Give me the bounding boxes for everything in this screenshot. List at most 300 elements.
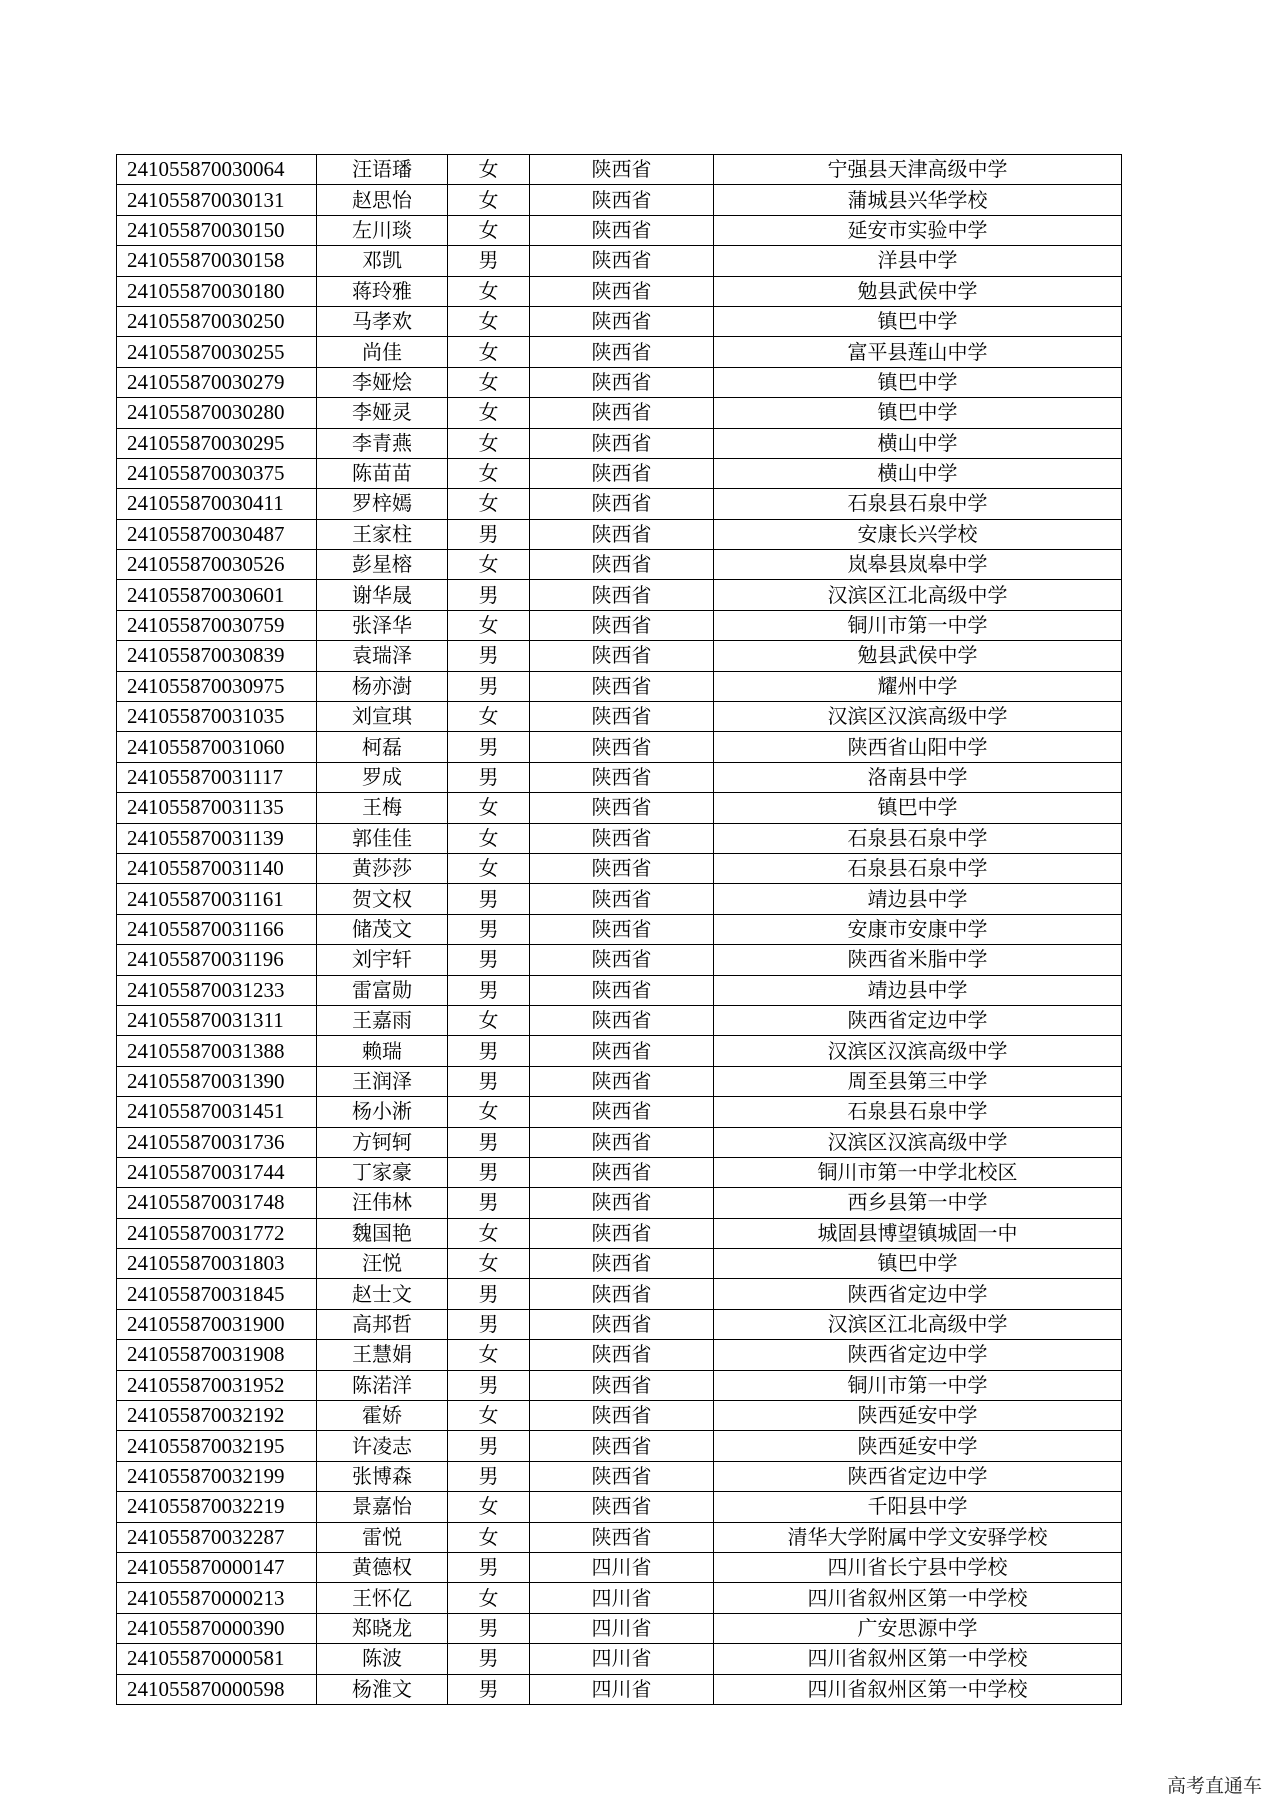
province-cell: 陕西省 (530, 853, 714, 883)
gender-cell: 男 (448, 519, 530, 549)
student-name-cell: 汪语璠 (317, 155, 448, 185)
candidate-id-cell: 241055870030280 (117, 398, 317, 428)
gender-cell: 女 (448, 1340, 530, 1370)
gender-cell: 女 (448, 853, 530, 883)
student-name-cell: 王嘉雨 (317, 1005, 448, 1035)
table-row (117, 823, 1122, 853)
province-cell: 陕西省 (530, 975, 714, 1005)
school-cell: 石泉县石泉中学 (714, 489, 1122, 519)
student-name-cell: 李青燕 (317, 428, 448, 458)
school-cell: 广安思源中学 (714, 1613, 1122, 1643)
student-name-cell: 许凌志 (317, 1431, 448, 1461)
school-cell: 靖边县中学 (714, 975, 1122, 1005)
candidate-id-cell: 241055870031161 (117, 884, 317, 914)
student-name-cell: 赵思怡 (317, 185, 448, 215)
gender-cell: 男 (448, 945, 530, 975)
table-row (117, 732, 1122, 762)
province-cell: 陕西省 (530, 1188, 714, 1218)
province-cell: 陕西省 (530, 1340, 714, 1370)
student-name-cell: 罗梓嫣 (317, 489, 448, 519)
province-cell: 陕西省 (530, 519, 714, 549)
admission-roster-table (116, 154, 1122, 1705)
table-row (117, 914, 1122, 944)
school-cell: 陕西延安中学 (714, 1401, 1122, 1431)
province-cell: 陕西省 (530, 823, 714, 853)
candidate-id-cell: 241055870030487 (117, 519, 317, 549)
student-name-cell: 王家柱 (317, 519, 448, 549)
province-cell: 四川省 (530, 1552, 714, 1582)
student-name-cell: 王润泽 (317, 1066, 448, 1096)
student-name-cell: 郭佳佳 (317, 823, 448, 853)
table-row (117, 155, 1122, 185)
student-name-cell: 黄德权 (317, 1552, 448, 1582)
table-row (117, 580, 1122, 610)
province-cell: 陕西省 (530, 306, 714, 336)
gender-cell: 男 (448, 1036, 530, 1066)
school-cell: 洋县中学 (714, 246, 1122, 276)
school-cell: 镇巴中学 (714, 398, 1122, 428)
province-cell: 陕西省 (530, 1249, 714, 1279)
candidate-id-cell: 241055870031117 (117, 762, 317, 792)
school-cell: 清华大学附属中学文安驿学校 (714, 1522, 1122, 1552)
candidate-id-cell: 241055870031952 (117, 1370, 317, 1400)
school-cell: 安康长兴学校 (714, 519, 1122, 549)
gender-cell: 男 (448, 1613, 530, 1643)
student-name-cell: 张博森 (317, 1461, 448, 1491)
school-cell: 陕西省定边中学 (714, 1461, 1122, 1491)
candidate-id-cell: 241055870031060 (117, 732, 317, 762)
province-cell: 陕西省 (530, 458, 714, 488)
province-cell: 陕西省 (530, 185, 714, 215)
province-cell: 陕西省 (530, 1005, 714, 1035)
gender-cell: 女 (448, 1218, 530, 1248)
candidate-id-cell: 241055870031748 (117, 1188, 317, 1218)
candidate-id-cell: 241055870031451 (117, 1097, 317, 1127)
province-cell: 陕西省 (530, 702, 714, 732)
table-row (117, 1583, 1122, 1613)
province-cell: 陕西省 (530, 732, 714, 762)
table-row (117, 1461, 1122, 1491)
gender-cell: 女 (448, 610, 530, 640)
province-cell: 陕西省 (530, 398, 714, 428)
student-name-cell: 杨亦澍 (317, 671, 448, 701)
gender-cell: 男 (448, 914, 530, 944)
gender-cell: 女 (448, 823, 530, 853)
candidate-id-cell: 241055870031139 (117, 823, 317, 853)
table-row (117, 1613, 1122, 1643)
school-cell: 安康市安康中学 (714, 914, 1122, 944)
province-cell: 陕西省 (530, 1522, 714, 1552)
gender-cell: 男 (448, 641, 530, 671)
student-name-cell: 彭星榕 (317, 550, 448, 580)
student-name-cell: 杨淮文 (317, 1674, 448, 1704)
school-cell: 勉县武侯中学 (714, 641, 1122, 671)
candidate-id-cell: 241055870030411 (117, 489, 317, 519)
province-cell: 陕西省 (530, 1127, 714, 1157)
province-cell: 陕西省 (530, 884, 714, 914)
school-cell: 镇巴中学 (714, 793, 1122, 823)
table-row (117, 367, 1122, 397)
school-cell: 镇巴中学 (714, 367, 1122, 397)
candidate-id-cell: 241055870031900 (117, 1309, 317, 1339)
school-cell: 千阳县中学 (714, 1492, 1122, 1522)
school-cell: 岚皋县岚皋中学 (714, 550, 1122, 580)
student-name-cell: 王梅 (317, 793, 448, 823)
gender-cell: 男 (448, 1644, 530, 1674)
school-cell: 延安市实验中学 (714, 215, 1122, 245)
province-cell: 陕西省 (530, 367, 714, 397)
table-row (117, 246, 1122, 276)
candidate-id-cell: 241055870031388 (117, 1036, 317, 1066)
table-row (117, 1218, 1122, 1248)
candidate-id-cell: 241055870032195 (117, 1431, 317, 1461)
gender-cell: 男 (448, 762, 530, 792)
table-row (117, 945, 1122, 975)
table-row (117, 489, 1122, 519)
table-row (117, 1249, 1122, 1279)
gender-cell: 女 (448, 398, 530, 428)
province-cell: 陕西省 (530, 762, 714, 792)
table-row (117, 853, 1122, 883)
school-cell: 横山中学 (714, 428, 1122, 458)
gender-cell: 女 (448, 702, 530, 732)
gender-cell: 男 (448, 1188, 530, 1218)
school-cell: 靖边县中学 (714, 884, 1122, 914)
candidate-id-cell: 241055870031035 (117, 702, 317, 732)
table-row (117, 185, 1122, 215)
province-cell: 陕西省 (530, 1461, 714, 1491)
gender-cell: 男 (448, 1309, 530, 1339)
table-row (117, 702, 1122, 732)
province-cell: 陕西省 (530, 550, 714, 580)
school-cell: 汉滨区江北高级中学 (714, 1309, 1122, 1339)
student-name-cell: 霍娇 (317, 1401, 448, 1431)
candidate-id-cell: 241055870030759 (117, 610, 317, 640)
school-cell: 四川省叙州区第一中学校 (714, 1583, 1122, 1613)
school-cell: 陕西延安中学 (714, 1431, 1122, 1461)
candidate-id-cell: 241055870031135 (117, 793, 317, 823)
candidate-id-cell: 241055870031233 (117, 975, 317, 1005)
school-cell: 陕西省定边中学 (714, 1340, 1122, 1370)
gender-cell: 男 (448, 1279, 530, 1309)
student-name-cell: 罗成 (317, 762, 448, 792)
school-cell: 铜川市第一中学 (714, 610, 1122, 640)
table-row (117, 1309, 1122, 1339)
table-row (117, 337, 1122, 367)
candidate-id-cell: 241055870031196 (117, 945, 317, 975)
school-cell: 城固县博望镇城固一中 (714, 1218, 1122, 1248)
table-row (117, 1157, 1122, 1187)
candidate-id-cell: 241055870031772 (117, 1218, 317, 1248)
gender-cell: 女 (448, 1005, 530, 1035)
student-name-cell: 汪悦 (317, 1249, 448, 1279)
gender-cell: 女 (448, 276, 530, 306)
school-cell: 石泉县石泉中学 (714, 823, 1122, 853)
school-cell: 四川省叙州区第一中学校 (714, 1644, 1122, 1674)
province-cell: 四川省 (530, 1613, 714, 1643)
student-name-cell: 赵士文 (317, 1279, 448, 1309)
table-row (117, 793, 1122, 823)
student-name-cell: 刘宣琪 (317, 702, 448, 732)
table-row (117, 1279, 1122, 1309)
student-name-cell: 柯磊 (317, 732, 448, 762)
table-row (117, 1674, 1122, 1704)
gender-cell: 女 (448, 458, 530, 488)
candidate-id-cell: 241055870030250 (117, 306, 317, 336)
gender-cell: 男 (448, 1461, 530, 1491)
candidate-id-cell: 241055870032287 (117, 1522, 317, 1552)
table-row (117, 884, 1122, 914)
table-row (117, 519, 1122, 549)
school-cell: 蒲城县兴华学校 (714, 185, 1122, 215)
candidate-id-cell: 241055870031390 (117, 1066, 317, 1096)
province-cell: 陕西省 (530, 914, 714, 944)
student-name-cell: 郑晓龙 (317, 1613, 448, 1643)
table-row (117, 1552, 1122, 1582)
table-row (117, 1127, 1122, 1157)
student-name-cell: 邓凯 (317, 246, 448, 276)
province-cell: 陕西省 (530, 1218, 714, 1248)
province-cell: 陕西省 (530, 276, 714, 306)
gender-cell: 女 (448, 550, 530, 580)
province-cell: 陕西省 (530, 215, 714, 245)
gender-cell: 女 (448, 428, 530, 458)
school-cell: 勉县武侯中学 (714, 276, 1122, 306)
student-name-cell: 张泽华 (317, 610, 448, 640)
table-row (117, 1370, 1122, 1400)
candidate-id-cell: 241055870000213 (117, 1583, 317, 1613)
student-name-cell: 谢华晟 (317, 580, 448, 610)
gender-cell: 男 (448, 1674, 530, 1704)
student-name-cell: 黄莎莎 (317, 853, 448, 883)
candidate-id-cell: 241055870030064 (117, 155, 317, 185)
school-cell: 汉滨区汉滨高级中学 (714, 702, 1122, 732)
table-row (117, 398, 1122, 428)
student-name-cell: 陈波 (317, 1644, 448, 1674)
school-cell: 汉滨区汉滨高级中学 (714, 1127, 1122, 1157)
candidate-id-cell: 241055870032219 (117, 1492, 317, 1522)
candidate-id-cell: 241055870030295 (117, 428, 317, 458)
school-cell: 横山中学 (714, 458, 1122, 488)
gender-cell: 女 (448, 1401, 530, 1431)
table-row (117, 306, 1122, 336)
province-cell: 陕西省 (530, 337, 714, 367)
student-name-cell: 魏国艳 (317, 1218, 448, 1248)
table-row (117, 1644, 1122, 1674)
school-cell: 陕西省定边中学 (714, 1279, 1122, 1309)
table-row (117, 1097, 1122, 1127)
student-name-cell: 雷富勋 (317, 975, 448, 1005)
gender-cell: 男 (448, 1431, 530, 1461)
province-cell: 陕西省 (530, 1279, 714, 1309)
school-cell: 镇巴中学 (714, 306, 1122, 336)
province-cell: 陕西省 (530, 1401, 714, 1431)
school-cell: 四川省叙州区第一中学校 (714, 1674, 1122, 1704)
table-row (117, 1005, 1122, 1035)
student-name-cell: 景嘉怡 (317, 1492, 448, 1522)
gender-cell: 男 (448, 1066, 530, 1096)
gender-cell: 男 (448, 732, 530, 762)
candidate-id-cell: 241055870031744 (117, 1157, 317, 1187)
province-cell: 陕西省 (530, 610, 714, 640)
student-name-cell: 贺文权 (317, 884, 448, 914)
province-cell: 陕西省 (530, 1036, 714, 1066)
gender-cell: 男 (448, 975, 530, 1005)
province-cell: 陕西省 (530, 246, 714, 276)
province-cell: 陕西省 (530, 793, 714, 823)
gender-cell: 女 (448, 367, 530, 397)
gender-cell: 男 (448, 1552, 530, 1582)
province-cell: 陕西省 (530, 1370, 714, 1400)
student-name-cell: 陈渃洋 (317, 1370, 448, 1400)
school-cell: 镇巴中学 (714, 1249, 1122, 1279)
student-name-cell: 李娅灵 (317, 398, 448, 428)
student-name-cell: 汪伟林 (317, 1188, 448, 1218)
watermark-text: 高考直通车 (1166, 1775, 1262, 1797)
province-cell: 陕西省 (530, 155, 714, 185)
table-row (117, 1036, 1122, 1066)
gender-cell: 男 (448, 1370, 530, 1400)
gender-cell: 男 (448, 671, 530, 701)
candidate-id-cell: 241055870032199 (117, 1461, 317, 1491)
student-name-cell: 陈苗苗 (317, 458, 448, 488)
candidate-id-cell: 241055870031803 (117, 1249, 317, 1279)
gender-cell: 男 (448, 246, 530, 276)
gender-cell: 女 (448, 793, 530, 823)
table-row (117, 1188, 1122, 1218)
school-cell: 石泉县石泉中学 (714, 1097, 1122, 1127)
candidate-id-cell: 241055870000390 (117, 1613, 317, 1643)
table-row (117, 428, 1122, 458)
school-cell: 陕西省米脂中学 (714, 945, 1122, 975)
province-cell: 陕西省 (530, 489, 714, 519)
candidate-id-cell: 241055870030150 (117, 215, 317, 245)
candidate-id-cell: 241055870000147 (117, 1552, 317, 1582)
student-name-cell: 杨小淅 (317, 1097, 448, 1127)
student-name-cell: 方钶轲 (317, 1127, 448, 1157)
school-cell: 汉滨区汉滨高级中学 (714, 1036, 1122, 1066)
candidate-id-cell: 241055870031845 (117, 1279, 317, 1309)
student-name-cell: 高邦哲 (317, 1309, 448, 1339)
gender-cell: 女 (448, 337, 530, 367)
school-cell: 西乡县第一中学 (714, 1188, 1122, 1218)
school-cell: 铜川市第一中学 (714, 1370, 1122, 1400)
gender-cell: 女 (448, 1583, 530, 1613)
school-cell: 周至县第三中学 (714, 1066, 1122, 1096)
province-cell: 陕西省 (530, 641, 714, 671)
table-row (117, 1066, 1122, 1096)
gender-cell: 男 (448, 580, 530, 610)
table-row (117, 641, 1122, 671)
candidate-id-cell: 241055870032192 (117, 1401, 317, 1431)
province-cell: 陕西省 (530, 1309, 714, 1339)
gender-cell: 男 (448, 1157, 530, 1187)
gender-cell: 女 (448, 1492, 530, 1522)
table-row (117, 1522, 1122, 1552)
province-cell: 陕西省 (530, 945, 714, 975)
province-cell: 四川省 (530, 1674, 714, 1704)
table-row (117, 1401, 1122, 1431)
gender-cell: 女 (448, 489, 530, 519)
candidate-id-cell: 241055870030158 (117, 246, 317, 276)
student-name-cell: 雷悦 (317, 1522, 448, 1552)
student-name-cell: 王慧娟 (317, 1340, 448, 1370)
province-cell: 陕西省 (530, 580, 714, 610)
candidate-id-cell: 241055870031311 (117, 1005, 317, 1035)
province-cell: 陕西省 (530, 671, 714, 701)
gender-cell: 女 (448, 155, 530, 185)
school-cell: 铜川市第一中学北校区 (714, 1157, 1122, 1187)
province-cell: 四川省 (530, 1644, 714, 1674)
student-name-cell: 刘宇轩 (317, 945, 448, 975)
gender-cell: 女 (448, 306, 530, 336)
province-cell: 陕西省 (530, 1097, 714, 1127)
school-cell: 汉滨区江北高级中学 (714, 580, 1122, 610)
gender-cell: 女 (448, 1522, 530, 1552)
school-cell: 石泉县石泉中学 (714, 853, 1122, 883)
table-row (117, 550, 1122, 580)
student-name-cell: 蒋玲雅 (317, 276, 448, 306)
gender-cell: 男 (448, 884, 530, 914)
table-row (117, 1340, 1122, 1370)
student-name-cell: 袁瑞泽 (317, 641, 448, 671)
school-cell: 陕西省山阳中学 (714, 732, 1122, 762)
candidate-id-cell: 241055870030279 (117, 367, 317, 397)
school-cell: 富平县莲山中学 (714, 337, 1122, 367)
school-cell: 宁强县天津高级中学 (714, 155, 1122, 185)
province-cell: 陕西省 (530, 1157, 714, 1187)
candidate-id-cell: 241055870030839 (117, 641, 317, 671)
candidate-id-cell: 241055870000598 (117, 1674, 317, 1704)
table-row (117, 215, 1122, 245)
student-name-cell: 左川琰 (317, 215, 448, 245)
candidate-id-cell: 241055870031166 (117, 914, 317, 944)
table-row (117, 1431, 1122, 1461)
school-cell: 四川省长宁县中学校 (714, 1552, 1122, 1582)
student-name-cell: 李娅烩 (317, 367, 448, 397)
candidate-id-cell: 241055870030375 (117, 458, 317, 488)
table-row (117, 671, 1122, 701)
gender-cell: 女 (448, 1097, 530, 1127)
student-name-cell: 马孝欢 (317, 306, 448, 336)
candidate-id-cell: 241055870030131 (117, 185, 317, 215)
student-name-cell: 储茂文 (317, 914, 448, 944)
candidate-id-cell: 241055870030255 (117, 337, 317, 367)
student-name-cell: 赖瑞 (317, 1036, 448, 1066)
table-row (117, 1492, 1122, 1522)
province-cell: 陕西省 (530, 1492, 714, 1522)
province-cell: 陕西省 (530, 1431, 714, 1461)
table-row (117, 762, 1122, 792)
student-name-cell: 丁家豪 (317, 1157, 448, 1187)
table-row (117, 975, 1122, 1005)
table-row (117, 276, 1122, 306)
gender-cell: 女 (448, 215, 530, 245)
candidate-id-cell: 241055870000581 (117, 1644, 317, 1674)
candidate-id-cell: 241055870031140 (117, 853, 317, 883)
candidate-id-cell: 241055870030601 (117, 580, 317, 610)
province-cell: 陕西省 (530, 428, 714, 458)
candidate-id-cell: 241055870030180 (117, 276, 317, 306)
province-cell: 陕西省 (530, 1066, 714, 1096)
province-cell: 四川省 (530, 1583, 714, 1613)
table-row (117, 458, 1122, 488)
gender-cell: 女 (448, 185, 530, 215)
candidate-id-cell: 241055870031736 (117, 1127, 317, 1157)
school-cell: 陕西省定边中学 (714, 1005, 1122, 1035)
school-cell: 耀州中学 (714, 671, 1122, 701)
candidate-id-cell: 241055870031908 (117, 1340, 317, 1370)
